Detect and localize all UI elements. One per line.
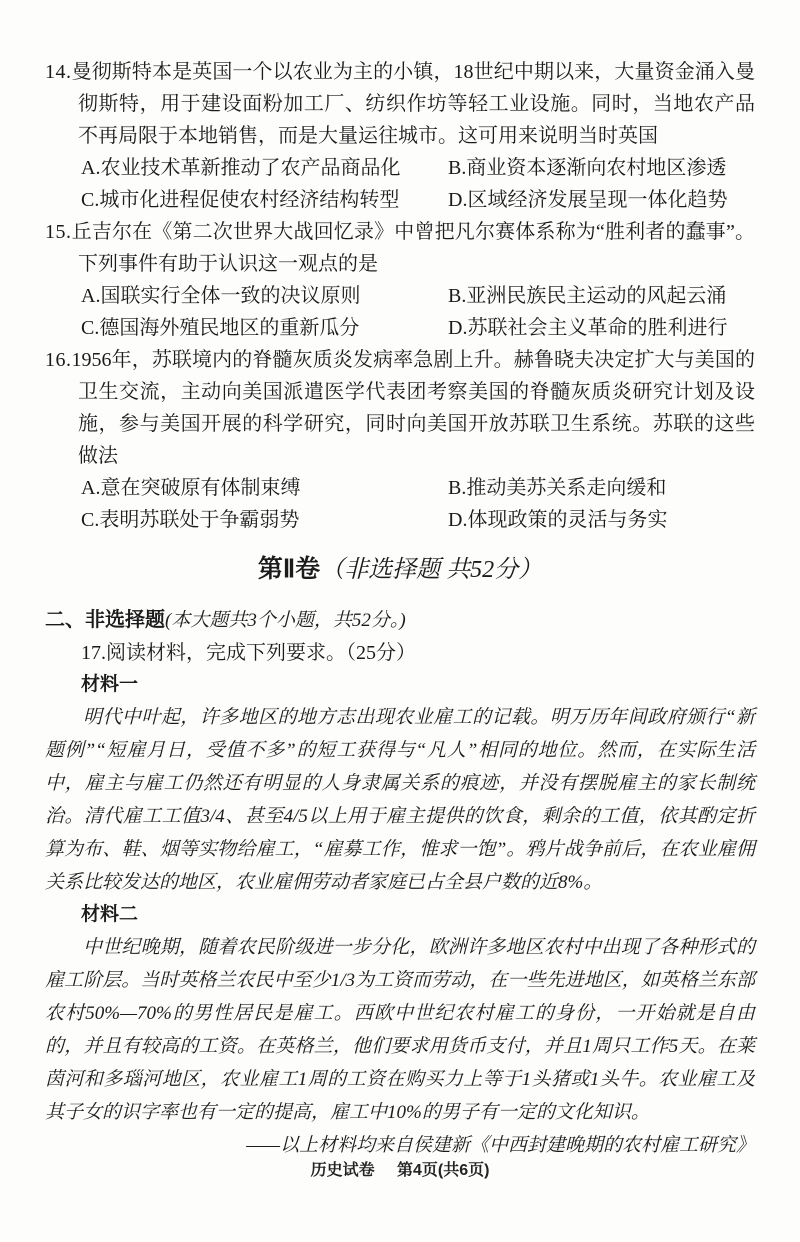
footer-doc-label: 历史试卷 bbox=[310, 1162, 375, 1179]
option-a: A.农业技术革新推动了农产品商品化 bbox=[81, 157, 401, 179]
question-17-lead: 17.阅读材料，完成下列要求。（25分） bbox=[81, 642, 416, 664]
material-1-label: 材料一 bbox=[81, 674, 139, 695]
part-2-label: 二、非选择题 bbox=[45, 609, 165, 631]
option-d: D.苏联社会主义革命的胜利进行 bbox=[448, 317, 728, 339]
question-number: 15. bbox=[45, 221, 72, 243]
page-footer bbox=[0, 1157, 800, 1180]
option-b: B.亚洲民族民主运动的风起云涌 bbox=[448, 285, 727, 307]
question-14 bbox=[45, 56, 755, 216]
section-2-title-sub: （非选择题 共52分） bbox=[320, 557, 543, 583]
question-options bbox=[45, 280, 755, 344]
question-stem-text: 1956年，苏联境内的脊髓灰质炎发病率急剧上升。赫鲁晓夫决定扩大与美国的卫生交流，主动向美国派遣医学代表团考察美国的脊髓灰质炎研究计划及设施，参与美国开展的科学研究，同时向美国开放苏联卫生系统。苏联的这些做法 bbox=[71, 349, 755, 467]
question-16 bbox=[45, 344, 755, 536]
question-stem-text: 曼彻斯特本是英国一个以农业为主的小镇，18世纪中期以来，大量资金涌入曼彻斯特，用于建设面粉加工厂、纺织作坊等轻工业设施。同时，当地农产品不再局限于本地销售，而是大量运往城市。这可用来说明当时英国 bbox=[71, 61, 755, 147]
option-b: B.商业资本逐渐向农村地区渗透 bbox=[448, 157, 727, 179]
option-a: A.国联实行全体一致的决议原则 bbox=[81, 285, 361, 307]
section-2-title-main: 第Ⅱ卷 bbox=[257, 555, 321, 583]
question-15 bbox=[45, 216, 755, 344]
question-options bbox=[45, 152, 755, 216]
question-number: 14. bbox=[45, 61, 72, 83]
material-1-text: 明代中叶起，许多地区的地方志出现农业雇工的记载。明万历年间政府颁行“新题例”“短雇月日，受值不多”的短工获得与“凡人”相同的地位。然而，在实际生活中，雇主与雇工仍然还有明显的人身隶属关系的痕迹，并没有摆脱雇主的家长制统治。清代雇工工值3/4、甚至4/5以上用于雇主提供的饮食，剩余的工值，依其酌定折算为布、鞋、烟等实物给雇工，“雇募工作，惟求一饱”。鸦片战争前后，在农业雇佣关系比较发达的地区，农业雇佣劳动者家庭已占全县户数的近8%。 bbox=[45, 707, 755, 893]
option-c: C.表明苏联处于争霸弱势 bbox=[81, 509, 300, 531]
option-c: C.德国海外殖民地区的重新瓜分 bbox=[81, 317, 360, 339]
source-attribution: ——以上材料均来自侯建新《中西封建晚期的农村雇工研究》 bbox=[246, 1135, 755, 1156]
option-b: B.推动美苏关系走向缓和 bbox=[448, 477, 667, 499]
material-2-label: 材料二 bbox=[81, 904, 139, 925]
option-c: C.城市化进程促使农村经济结构转型 bbox=[81, 189, 400, 211]
question-stem bbox=[45, 56, 755, 152]
question-stem bbox=[45, 344, 755, 472]
option-a: A.意在突破原有体制束缚 bbox=[81, 477, 301, 499]
option-d: D.体现政策的灵活与务实 bbox=[448, 509, 668, 531]
question-stem bbox=[45, 216, 755, 280]
question-options bbox=[45, 472, 755, 536]
question-number: 16. bbox=[45, 349, 72, 371]
footer-page-info: 第4页(共6页) bbox=[396, 1162, 490, 1179]
option-d: D.区域经济发展呈现一体化趋势 bbox=[448, 189, 728, 211]
question-stem-text: 丘吉尔在《第二次世界大战回忆录》中曾把凡尔赛体系称为“胜利者的蠢事”。下列事件有助于认识这一观点的是 bbox=[71, 221, 755, 275]
part-2-lead bbox=[45, 604, 755, 637]
part-2-note: (本大题共3个小题，共52分。) bbox=[165, 610, 406, 631]
section-2-title bbox=[45, 550, 755, 592]
material-2-text: 中世纪晚期，随着农民阶级进一步分化，欧洲许多地区农村中出现了各种形式的雇工阶层。当时英格兰农民中至少1/3为工资而劳动，在一些先进地区，如英格兰东部农村50%—70%的男性居民是雇工。西欧中世纪农村雇工的身份，一开始就是自由的，并且有较高的工资。在英格兰，他们要求用货币支付，并且1周只工作5天。在莱茵河和多瑙河地区，农业雇工1周的工资在购买力上等于1头猪或1头牛。农业雇工及其子女的识字率也有一定的提高，雇工中10%的男子有一定的文化知识。 bbox=[45, 937, 755, 1123]
